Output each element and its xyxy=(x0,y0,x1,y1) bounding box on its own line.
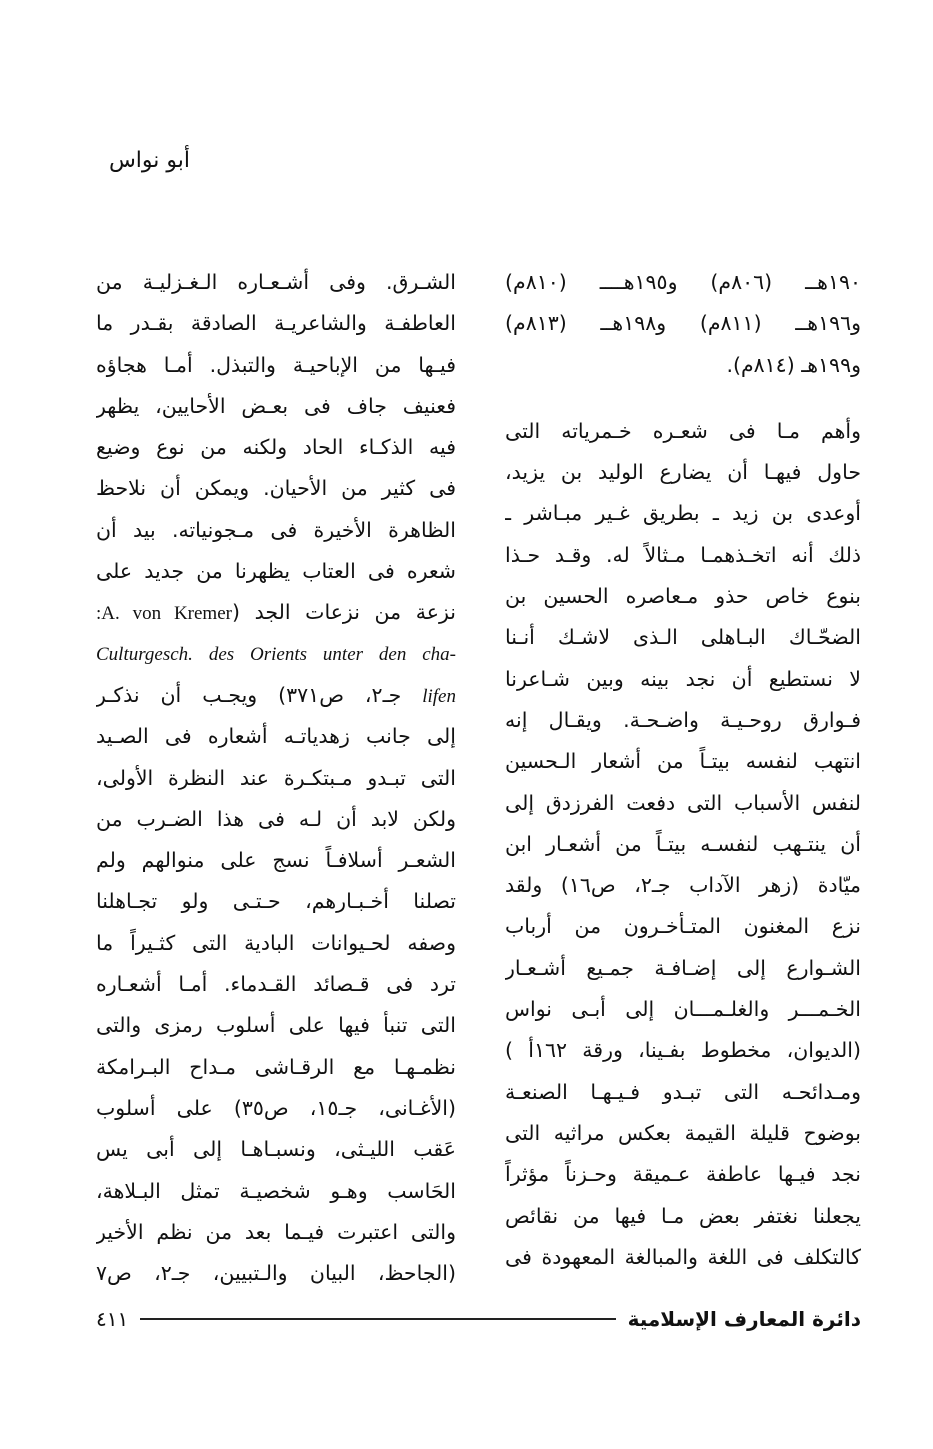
text-line: و١٩٩هـ (٨١٤م). xyxy=(726,352,861,377)
text-line: التى تبـدو مـبتكـرة عند النظرة الأولى، xyxy=(96,765,456,790)
text-line: التى تنبأ فيها على أسلوب رمزى والتى xyxy=(96,1013,456,1038)
citation-title-end: lifen xyxy=(422,685,456,707)
text-line: ١٩٠هــ (٨٠٦م) و١٩٥هــــ (٨١٠م) xyxy=(505,270,861,294)
text-line: (الجاحظ، البيان والـتبيين، جـ٢، ص٧ xyxy=(96,1261,456,1286)
text-line: فعنيف جاف فى بعـض الأحايين، يظهر xyxy=(96,393,456,418)
text-line: نجد فيـها عاطفة عـميقة وحـزناً مؤثراً xyxy=(505,1162,861,1187)
text-line: لا نستطيع أن نجد بينه وبين شـاعرنا xyxy=(505,666,861,691)
text-line: بوضوح قليلة القيمة بعكس مراثيه التى xyxy=(505,1120,861,1145)
citation-ref: جـ٢، ص٣٧١) ويجـب أن نذكـر xyxy=(96,682,402,707)
footer-rule xyxy=(140,1318,615,1320)
text-line: فى كثير من الأحيان. ويمكن أن نلاحظ xyxy=(96,476,456,501)
text-line: كالتكلف فى اللغة والمبالغة المعهودة فى xyxy=(505,1244,861,1269)
text-line: تصلنا أخـبـارهم، حـتـى ولو تجـاهلنا xyxy=(96,889,456,914)
text-line: الحَاسب وهـو شخصيـة تمثل البـلاهة، xyxy=(96,1178,456,1203)
text-line: الشعـر أسلافـاً نسج على منوالهم ولم xyxy=(96,848,456,873)
text-line: انتهب لنفسه بيتـاً من أشعار الـحسين xyxy=(505,749,861,774)
text-line: والتى اعتبرت فيـما بعد من نظم الأخير xyxy=(96,1219,456,1244)
text-line: أوعدى بن زيد ـ بطريق غـير مبـاشر ـ xyxy=(505,501,861,526)
citation-author: A. von Kremer xyxy=(101,603,232,625)
text-line: ولكن لابد أن لـه فى هذا الضـرب من xyxy=(96,806,456,831)
text-line: ذلك أنه اتخـذهمـا مـثالاً له. وقـد حـذا xyxy=(505,542,861,567)
text-line: الظاهرة الأخيرة فى مـجونياته. بيد أن xyxy=(96,517,456,542)
text-line: الشـرق. وفى أشـعـاره الـغـزليـة من xyxy=(96,270,456,294)
text-line: يجعلنا نغتفر بعض مـا فيها من نقائص xyxy=(505,1203,861,1228)
text-line: و١٩٦هــ (٨١١م) و١٩٨هــ (٨١٣م) xyxy=(505,311,861,336)
footer-title: دائرة المعارف الإسلامية xyxy=(627,1307,861,1331)
left-column xyxy=(96,262,456,1294)
paragraph-dates xyxy=(505,262,861,386)
text-line: فـوارق روحـيـة واضـحـة. ويقـال إنه xyxy=(505,707,861,732)
text-line: نظمـهـا مع الرقـاشى مـداح البـرامكة xyxy=(96,1054,456,1079)
text-line: الضحّـاك البـاهلى الـذى لاشـك أنـنا xyxy=(505,625,861,650)
text-line: أن ينتـهب لنفسـه بيتـاً من أشعـار ابن xyxy=(505,831,861,856)
citation-lifen-line xyxy=(96,675,456,716)
page-header-title: أبو نواس xyxy=(108,148,190,173)
page-footer xyxy=(96,1304,861,1334)
citation-colon: : xyxy=(96,603,102,625)
text-line: (الأغـانى، جـ١٥، ص٣٥) على أسلوب xyxy=(96,1095,456,1120)
citation-arabic: نزعة من نزعات الجد ( xyxy=(231,600,456,625)
text-line: وصفه لحـيوانات البادية التى كثـيراً ما xyxy=(96,930,456,955)
text-line: وأهم مـا فى شعـره خـمرياته التى xyxy=(505,418,861,443)
text-line: ومـدائحـه التى تبـدو فـيـهـا الصنعـة xyxy=(505,1079,861,1104)
text-line: ترد فى قـصائد القـدماء. أمـا أشعـاره xyxy=(96,972,456,997)
text-line: عَقب الليـثى، ونسبـاهـا إلى أبى يس xyxy=(96,1137,456,1162)
text-line: لنفس الأسباب التى دفعت الفرزدق إلى xyxy=(505,790,861,815)
text-line: الخـمـــر والغلـمـــان إلى أبـى نواس xyxy=(505,997,861,1022)
text-line: فيه الذكـاء الحاد ولكنه من نوع وضيع xyxy=(96,435,456,460)
page-number: ٤١١ xyxy=(96,1307,129,1331)
text-line: العاطفـة والشاعريـة الصادقة بقـدر ما xyxy=(96,311,456,336)
text-line: شعره فى العتاب يظهرنا من جديد على xyxy=(96,559,456,584)
text-line: الشـوارع إلى إضـافـة جمـيع أشـعـار xyxy=(505,955,861,980)
text-line: بنوع خاص حذو مـعاصره الحسين بن xyxy=(505,584,861,609)
text-line: حاول فيهـا أن يضارع الوليد بن يزيد، xyxy=(505,460,861,485)
text-line: نزع المغنون المتـأخـرون من أرباب xyxy=(505,914,861,939)
text-line: (الديوان، مخطوط بفـينا، ورقة ١٦٢أ ) xyxy=(505,1038,861,1063)
right-column xyxy=(505,262,861,1278)
citation-kremer-line xyxy=(96,592,456,633)
text-line: فيـها من الإباحيـة والتبذل. أمـا هجاؤه xyxy=(96,352,456,377)
citation-title-line: Culturgesch. des Orients unter den cha- xyxy=(96,643,456,665)
paragraph-khamriyat xyxy=(505,411,861,1278)
text-line: ميّادة (زهر الآداب جـ٢، ص١٦) ولقد xyxy=(505,873,861,898)
text-line: إلى جانب زهدياتـه أشعاره فى الصـيد xyxy=(96,724,456,749)
